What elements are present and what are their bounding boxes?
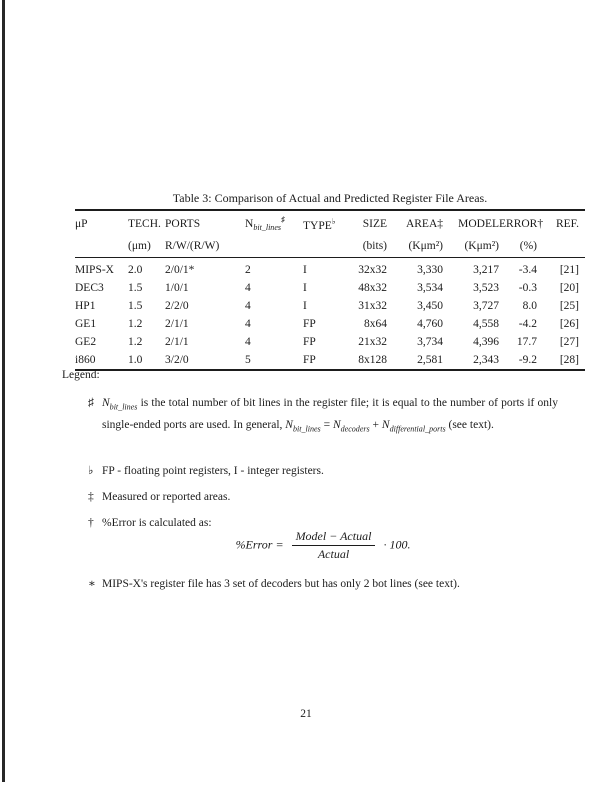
- legend-text: =: [320, 419, 333, 432]
- legend-item-flat: [88, 462, 558, 480]
- legend-item-sharp-text: [102, 394, 558, 439]
- cell-tech: 2.0: [128, 264, 143, 277]
- cell-size: 32x32: [358, 264, 387, 277]
- legend-item-double-dagger-text: Measured or reported areas.: [102, 491, 231, 503]
- col-header-size: SIZE: [362, 218, 387, 231]
- legend-item-flat-text: FP - floating point registers, I - integer registers.: [102, 465, 324, 477]
- cell-type: FP: [303, 336, 316, 349]
- nbitlines-subscript: bit_lines: [253, 223, 282, 233]
- unit-ports: R/W/(R/W): [165, 237, 245, 258]
- cell-ports: 2/1/1: [165, 336, 189, 349]
- table-row: [75, 315, 585, 333]
- cell-model: 4,396: [473, 336, 499, 349]
- col-header-type: [303, 210, 345, 237]
- col-header-up: μP: [75, 218, 88, 231]
- formula-denominator: Actual: [317, 547, 350, 561]
- cell-tech: 1.2: [128, 318, 143, 331]
- cell-nbitlines: 5: [245, 354, 251, 367]
- unit-area: (Kμm²): [387, 237, 443, 258]
- cell-model: 3,727: [473, 300, 499, 313]
- cell-error: -9.2: [518, 354, 537, 367]
- cell-ref: [28]: [559, 354, 579, 367]
- cell-model: 2,343: [473, 354, 499, 367]
- cell-ref: [26]: [559, 318, 579, 331]
- legend-text: is the total number of bit lines in the register file; it is equal to the number of ports if only single-ended ports are used. In general,: [102, 397, 558, 432]
- legend-item-dagger-text: %Error is calculated as:: [102, 517, 212, 529]
- cell-error: -3.4: [518, 264, 537, 277]
- cell-error: 8.0: [522, 300, 537, 313]
- cell-ref: [21]: [559, 264, 579, 277]
- cell-ports: 2/0/1*: [165, 264, 195, 277]
- col-header-tech: TECH.: [128, 218, 161, 231]
- cell-area: 3,534: [417, 282, 443, 295]
- table-row: [75, 297, 585, 315]
- cell-size: 8x128: [358, 354, 387, 367]
- math-var: N: [102, 397, 110, 409]
- double-dagger-symbol: ‡: [88, 491, 94, 503]
- unit-model: (Kμm²): [443, 237, 499, 258]
- cell-area: 4,760: [417, 318, 443, 331]
- cell-ref: [27]: [559, 336, 579, 349]
- col-header-ref: REF.: [555, 218, 579, 231]
- table-row: [75, 351, 585, 370]
- cell-type: FP: [303, 318, 316, 331]
- cell-area: 3,734: [417, 336, 443, 349]
- cell-type: I: [303, 300, 307, 313]
- col-header-error: ERROR†: [499, 218, 544, 231]
- legend-text: +: [369, 419, 382, 432]
- legend-item-double-dagger: [88, 488, 558, 506]
- table-row: [75, 333, 585, 351]
- cell-area: 3,330: [417, 264, 443, 277]
- cell-processor: HP1: [75, 300, 96, 313]
- cell-tech: 1.2: [128, 336, 143, 349]
- table-row: [75, 279, 585, 297]
- cell-area: 2,581: [417, 354, 443, 367]
- cell-nbitlines: 4: [245, 282, 251, 295]
- cell-ref: [25]: [559, 300, 579, 313]
- legend-heading: Legend:: [62, 369, 100, 381]
- cell-nbitlines: 2: [245, 264, 251, 277]
- cell-tech: 1.5: [128, 282, 143, 295]
- col-header-model: MODEL: [458, 218, 499, 231]
- cell-type: I: [303, 282, 307, 295]
- cell-size: 21x32: [358, 336, 387, 349]
- cell-ref: [20]: [559, 282, 579, 295]
- sharp-symbol: ♯: [88, 397, 94, 409]
- math-var: N: [285, 419, 293, 432]
- table-row: [75, 258, 585, 280]
- flat-symbol: ♭: [88, 465, 94, 477]
- formula-numerator: Model − Actual: [292, 529, 376, 546]
- cell-model: 3,523: [473, 282, 499, 295]
- register-file-comparison-table: [75, 209, 585, 371]
- scan-edge-artifact: [2, 0, 5, 782]
- cell-error: 17.7: [516, 336, 537, 349]
- cell-size: 48x32: [358, 282, 387, 295]
- cell-type: FP: [303, 354, 316, 367]
- page-number: 21: [300, 708, 312, 720]
- unit-tech: (μm): [128, 237, 165, 258]
- cell-nbitlines: 4: [245, 318, 251, 331]
- type-base: TYPE: [303, 219, 332, 232]
- cell-processor: GE2: [75, 336, 97, 349]
- cell-processor: i860: [75, 354, 96, 367]
- cell-type: I: [303, 264, 307, 277]
- math-subscript: bit_lines: [109, 402, 138, 412]
- cell-processor: MIPS-X: [75, 264, 114, 277]
- cell-nbitlines: 4: [245, 336, 251, 349]
- cell-processor: GE1: [75, 318, 97, 331]
- unit-size: (bits): [345, 237, 387, 258]
- legend-item-star-text: MIPS-X's register file has 3 set of decoders but has only 2 bot lines (see text).: [102, 578, 460, 590]
- unit-error: (%): [499, 237, 537, 258]
- math-var: N: [332, 419, 341, 432]
- cell-ports: 1/0/1: [165, 282, 189, 295]
- formula-rhs: · 100.: [383, 537, 411, 552]
- col-header-nbitlines: [245, 210, 303, 237]
- cell-tech: 1.0: [128, 354, 143, 367]
- formula-fraction: [292, 529, 376, 562]
- legend-item-sharp: [88, 394, 558, 439]
- math-subscript: differential_ports: [389, 424, 446, 434]
- cell-error: -0.3: [518, 282, 537, 295]
- cell-model: 3,217: [473, 264, 499, 277]
- asterisk-symbol: ∗: [88, 578, 96, 590]
- flat-superscript: ♭: [331, 217, 336, 227]
- cell-error: -4.2: [518, 318, 537, 331]
- sharp-superscript: ♯: [281, 215, 286, 224]
- math-subscript: bit_lines: [292, 424, 321, 434]
- legend-item-star: [88, 575, 558, 593]
- dagger-symbol: †: [88, 517, 94, 529]
- cell-ports: 2/2/0: [165, 300, 189, 313]
- cell-tech: 1.5: [128, 300, 143, 313]
- col-header-ports: PORTS: [165, 218, 201, 231]
- cell-ports: 2/1/1: [165, 318, 189, 331]
- percent-error-formula: [88, 529, 558, 562]
- cell-processor: DEC3: [75, 282, 104, 295]
- legend-text: (see text).: [445, 419, 494, 432]
- cell-size: 31x32: [358, 300, 387, 313]
- math-var: N: [381, 419, 390, 432]
- cell-nbitlines: 4: [245, 300, 251, 313]
- cell-size: 8x64: [364, 318, 387, 331]
- table-units-row: [75, 237, 585, 258]
- col-header-area: AREA‡: [405, 218, 443, 231]
- formula-lhs: %Error =: [235, 537, 284, 552]
- table-header-row: [75, 210, 585, 237]
- math-subscript: decoders: [340, 424, 370, 434]
- cell-area: 3,450: [417, 300, 443, 313]
- table-caption: Table 3: Comparison of Actual and Predicted Register File Areas.: [172, 191, 488, 205]
- nbitlines-base: N: [245, 217, 254, 230]
- cell-model: 4,558: [473, 318, 499, 331]
- cell-ports: 3/2/0: [165, 354, 189, 367]
